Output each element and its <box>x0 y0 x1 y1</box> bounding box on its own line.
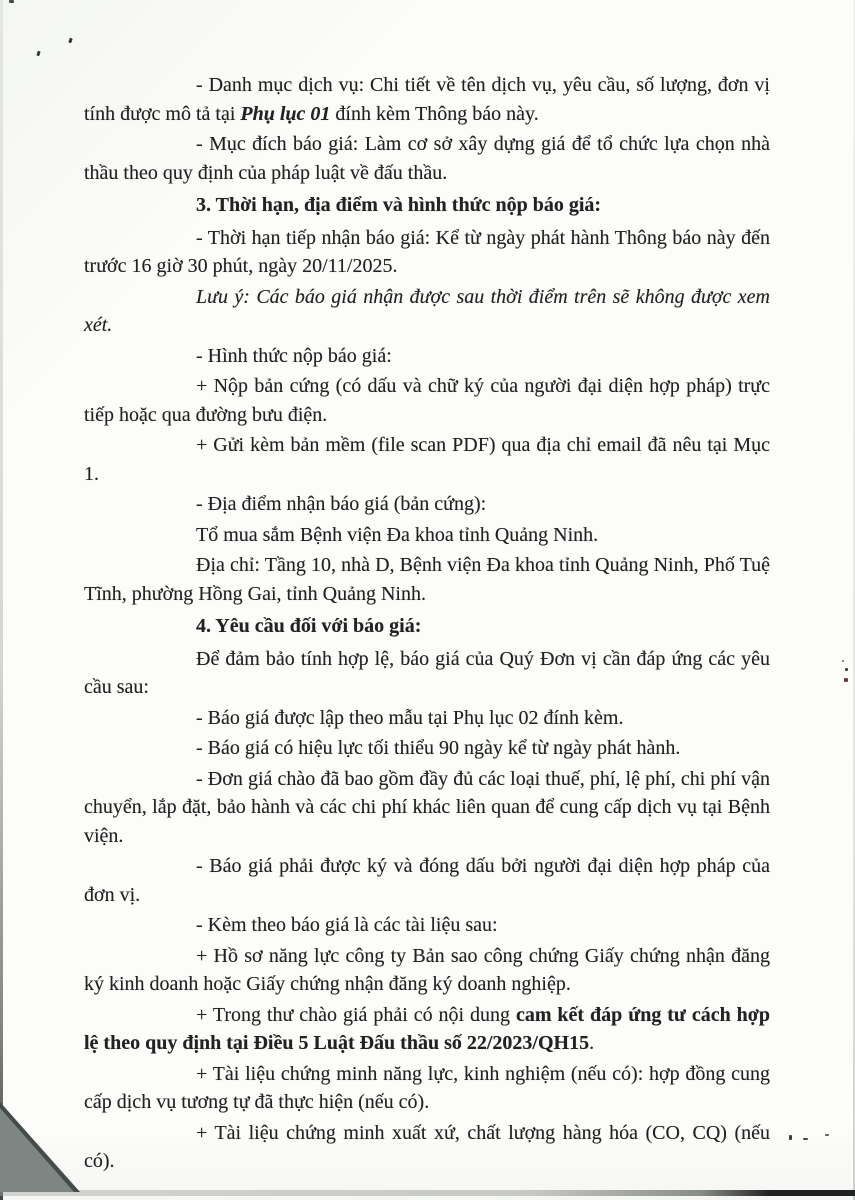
paragraph <box>84 490 770 519</box>
ink-speck <box>842 660 844 662</box>
ink-speck <box>844 678 848 682</box>
paragraph <box>84 765 770 851</box>
ink-speck <box>845 668 848 671</box>
text-run: + Tài liệu chứng minh năng lực, kinh nghiệm (nếu có): hợp đồng cung cấp dịch vụ tương tự đã thực hiện (nếu có). <box>84 1062 770 1113</box>
paragraph <box>84 911 770 940</box>
text-run: - Kèm theo báo giá là các tài liệu sau: <box>196 914 498 936</box>
ink-speck <box>68 38 73 44</box>
text-run: + Gửi kèm bản mềm (file scan PDF) qua địa chỉ email đã nêu tại Mục 1. <box>84 434 770 485</box>
paragraph <box>84 1119 770 1176</box>
text-run: . <box>589 1032 595 1054</box>
text-run: - Mục đích báo giá: Làm cơ sở xây dựng giá để tổ chức lựa chọn nhà thầu theo quy định của pháp luật về đấu thầu. <box>84 133 770 184</box>
paragraph <box>84 431 770 488</box>
paragraph <box>84 645 770 702</box>
text-run: + Trong thư chào giá phải có nội dung <box>196 1003 516 1026</box>
ink-speck <box>789 1135 792 1140</box>
document-body <box>84 71 770 1178</box>
paragraph <box>84 704 770 733</box>
text-run: - Báo giá được lập theo mẫu tại Phụ lục 02 đính kèm. <box>196 706 624 729</box>
paragraph <box>84 283 770 340</box>
paragraph <box>84 71 770 128</box>
text-run: + Nộp bản cứng (có dấu và chữ ký của người đại diện hợp pháp) trực tiếp hoặc qua đường bưu điện. <box>84 375 770 426</box>
ink-speck <box>9 0 14 3</box>
text-run: - Báo giá phải được ký và đóng dấu bởi người đại diện hợp pháp của đơn vị. <box>84 855 770 906</box>
text-run: đính kèm Thông báo này. <box>330 102 539 125</box>
ink-speck <box>36 51 40 57</box>
ink-speck <box>825 1134 829 1136</box>
scan-left-edge-line <box>0 0 3 1200</box>
paragraph <box>84 551 770 608</box>
paragraph <box>84 372 770 429</box>
paragraph <box>84 1060 770 1117</box>
page-corner-fold <box>0 1102 80 1192</box>
paragraph <box>84 942 770 999</box>
paragraph <box>84 734 770 763</box>
paragraph <box>84 852 770 909</box>
text-run: Địa chỉ: Tầng 10, nhà D, Bệnh viện Đa khoa tỉnh Quảng Ninh, Phố Tuệ Tĩnh, phường Hồng Gai, tỉnh Quảng Ninh. <box>84 554 770 605</box>
text-run: - Danh mục dịch vụ: Chi tiết về tên dịch vụ, yêu cầu, số lượng, đơn vị tính được mô tả tại <box>84 74 770 125</box>
text-run: - Hình thức nộp báo giá: <box>196 344 392 367</box>
paragraph <box>84 130 770 187</box>
text-run: + Tài liệu chứng minh xuất xứ, chất lượng hàng hóa (CO, CQ) (nếu có). <box>84 1121 770 1172</box>
text-run: Tổ mua sắm Bệnh viện Đa khoa tỉnh Quảng Ninh. <box>196 523 599 546</box>
text-run: 3. Thời hạn, địa điểm và hình thức nộp báo giá: <box>196 194 602 216</box>
text-run: Để đảm bảo tính hợp lệ, báo giá của Quý Đơn vị cần đáp ứng các yêu cầu sau: <box>84 647 770 698</box>
section-heading <box>84 191 770 220</box>
paragraph <box>84 224 770 281</box>
ink-speck <box>803 1138 808 1140</box>
text-run: - Báo giá có hiệu lực tối thiểu 90 ngày kể từ ngày phát hành. <box>196 737 681 759</box>
paragraph <box>84 1001 770 1058</box>
paragraph <box>84 342 770 371</box>
text-run: cam kết đáp ứng tư cách hợp lệ theo quy định tại Điều 5 Luật Đấu thầu số 22/2023/QH15 <box>84 1003 770 1054</box>
section-heading <box>84 612 770 641</box>
text-run: - Thời hạn tiếp nhận báo giá: Kể từ ngày phát hành Thông báo này đến trước 16 giờ 30 phút, ngày 20/11/2025. <box>84 226 770 277</box>
text-run: - Đơn giá chào đã bao gồm đầy đủ các loại thuế, phí, lệ phí, chi phí vận chuyển, lắp đặt, bảo hành và các chi phí khác liên quan để cung cấp dịch vụ tại Bệnh viện. <box>84 767 770 847</box>
text-run: Lưu ý: Các báo giá nhận được sau thời điểm trên sẽ không được xem xét. <box>84 285 770 336</box>
paragraph <box>84 521 770 550</box>
text-run: - Địa điểm nhận báo giá (bản cứng): <box>196 493 487 515</box>
text-run: + Hồ sơ năng lực công ty Bản sao công chứng Giấy chứng nhận đăng ký kinh doanh hoặc Giấy chứng nhận đăng ký doanh nghiệp. <box>84 944 770 995</box>
text-run: Phụ lục 01 <box>240 102 331 125</box>
text-run: 4. Yêu cầu đối với báo giá: <box>196 615 422 637</box>
scan-bottom-edge-line <box>0 1190 855 1196</box>
